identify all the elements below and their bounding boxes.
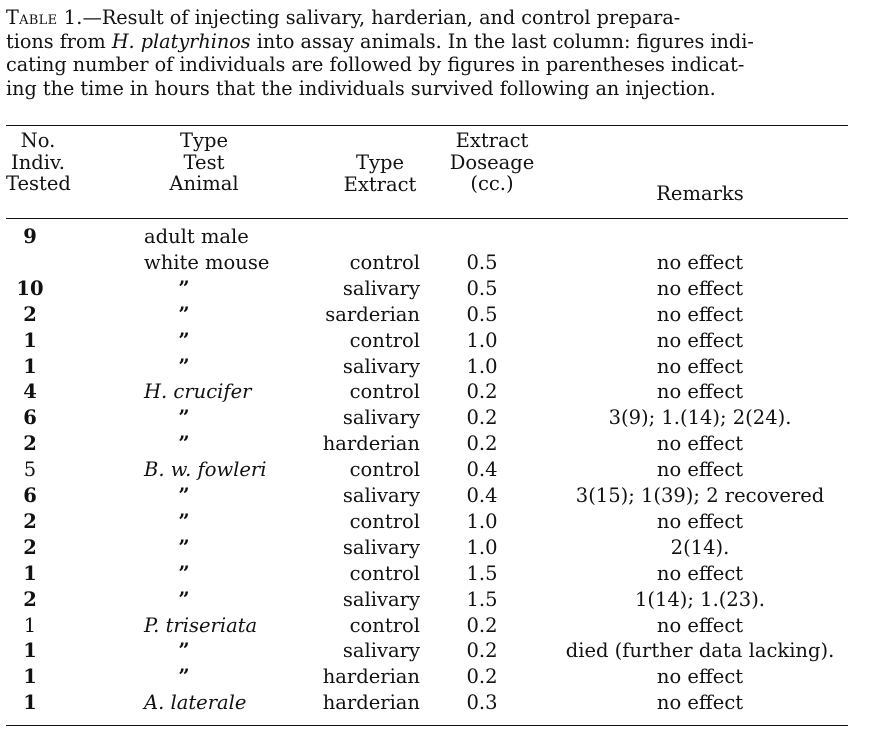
cell-extract-type: harderian xyxy=(322,665,420,689)
cell-test-animal: A. laterale xyxy=(144,691,247,715)
cell-test-animal: ” xyxy=(178,432,190,456)
cell-test-animal: adult male xyxy=(144,225,249,248)
table-row xyxy=(0,535,875,561)
cell-test-animal: B. w. fowleri xyxy=(144,458,267,482)
cell-no-indiv: 2 xyxy=(23,432,37,456)
cell-test-animal: ” xyxy=(178,509,190,533)
cell-test-animal: ” xyxy=(178,276,190,300)
table-row xyxy=(0,664,875,690)
cell-no-indiv: 5 xyxy=(23,458,37,482)
cell-doseage: 0.2 xyxy=(466,380,498,404)
cell-test-animal: ” xyxy=(178,587,190,611)
cell-no-indiv: 1 xyxy=(23,691,37,715)
header-type-extract: Type Extract xyxy=(343,151,417,196)
cell-remarks: no effect xyxy=(656,250,744,274)
cell-extract-type: sarderian xyxy=(325,302,420,326)
cell-doseage: 0.4 xyxy=(466,458,498,482)
cell-remarks: no effect xyxy=(656,613,744,637)
cell-no-indiv: 1 xyxy=(23,328,37,352)
cell-doseage: 0.2 xyxy=(466,639,498,663)
cell-remarks: no effect xyxy=(656,509,744,533)
cell-no-indiv: 2 xyxy=(23,535,37,559)
table-row xyxy=(0,587,875,613)
table-bottom-rule xyxy=(6,725,848,726)
header-rule xyxy=(6,218,848,219)
cell-test-animal: ” xyxy=(178,484,190,507)
table-row xyxy=(0,354,875,380)
cell-remarks: no effect xyxy=(656,691,744,715)
cell-extract-type: harderian xyxy=(322,432,420,456)
cell-doseage: 1.0 xyxy=(466,354,498,378)
cell-extract-type: salivary xyxy=(342,276,420,300)
table-row xyxy=(0,379,875,405)
cell-no-indiv: 4 xyxy=(23,380,37,404)
cell-remarks: no effect xyxy=(656,302,744,326)
cell-test-animal: ” xyxy=(178,406,190,430)
cell-test-animal: ” xyxy=(178,639,190,663)
cell-remarks: no effect xyxy=(656,354,744,378)
table-row xyxy=(0,483,875,509)
cell-test-animal: ” xyxy=(178,665,190,689)
cell-extract-type: harderian xyxy=(322,691,420,715)
cell-extract-type: salivary xyxy=(342,354,420,378)
cell-extract-type: salivary xyxy=(342,406,420,430)
table-row xyxy=(0,638,875,664)
cell-remarks: no effect xyxy=(656,665,744,689)
cell-extract-type: salivary xyxy=(342,587,420,611)
cell-remarks: 1(14); 1.(23). xyxy=(634,587,766,611)
cell-doseage: 0.2 xyxy=(466,432,498,456)
cell-test-animal: P. triseriata xyxy=(144,613,258,637)
table-row xyxy=(0,250,875,276)
table-row xyxy=(0,690,875,716)
cell-doseage: 1.0 xyxy=(466,328,498,352)
cell-remarks: no effect xyxy=(656,432,744,456)
table-row xyxy=(0,431,875,457)
header-remarks: Remarks xyxy=(656,182,744,205)
table-row xyxy=(0,224,875,250)
cell-test-animal: ” xyxy=(178,535,190,559)
cell-doseage: 0.5 xyxy=(466,276,498,300)
cell-extract-type: control xyxy=(349,613,420,637)
cell-no-indiv: 6 xyxy=(23,484,37,507)
header-type-test-animal: Type Test Animal xyxy=(169,129,239,195)
cell-no-indiv: 10 xyxy=(16,276,44,300)
table-row xyxy=(0,457,875,483)
table-row xyxy=(0,276,875,302)
cell-remarks: no effect xyxy=(656,328,744,352)
cell-extract-type: control xyxy=(349,458,420,482)
table-row xyxy=(0,509,875,535)
cell-doseage: 0.2 xyxy=(466,613,498,637)
cell-remarks: 3(15); 1(39); 2 recovered xyxy=(575,484,825,507)
cell-remarks: no effect xyxy=(656,561,744,585)
cell-doseage: 0.5 xyxy=(466,250,498,274)
cell-doseage: 0.4 xyxy=(466,484,498,507)
cell-no-indiv: 2 xyxy=(23,509,37,533)
cell-remarks: died (further data lacking). xyxy=(565,639,835,663)
cell-no-indiv: 6 xyxy=(23,406,37,430)
cell-extract-type: salivary xyxy=(342,535,420,559)
cell-extract-type: control xyxy=(349,250,420,274)
cell-extract-type: control xyxy=(349,509,420,533)
table-row xyxy=(0,613,875,639)
cell-test-animal: ” xyxy=(178,561,190,585)
species-name: H. platyrhinos xyxy=(111,29,251,53)
cell-no-indiv: 1 xyxy=(23,665,37,689)
cell-extract-type: control xyxy=(349,328,420,352)
header-extract-doseage: Extract Doseage (cc.) xyxy=(449,129,535,195)
cell-remarks: 2(14). xyxy=(670,535,730,559)
cell-test-animal: H. crucifer xyxy=(144,380,252,404)
cell-doseage: 0.3 xyxy=(466,691,498,715)
cell-no-indiv: 1 xyxy=(23,639,37,663)
cell-doseage: 1.0 xyxy=(466,535,498,559)
cell-test-animal: ” xyxy=(178,328,190,352)
cell-extract-type: control xyxy=(349,380,420,404)
header-no-indiv-tested: No. Indiv. Tested xyxy=(6,129,71,195)
cell-no-indiv: 1 xyxy=(23,561,37,585)
cell-extract-type: salivary xyxy=(342,639,420,663)
cell-test-animal: white mouse xyxy=(144,250,270,274)
cell-extract-type: salivary xyxy=(342,484,420,507)
cell-doseage: 0.2 xyxy=(466,406,498,430)
cell-doseage: 0.2 xyxy=(466,665,498,689)
table-label: Table 1. xyxy=(6,6,83,29)
cell-doseage: 1.5 xyxy=(466,587,498,611)
table-row xyxy=(0,561,875,587)
cell-test-animal: ” xyxy=(178,354,190,378)
cell-no-indiv: 1 xyxy=(23,354,37,378)
table-row xyxy=(0,302,875,328)
cell-test-animal: ” xyxy=(178,302,190,326)
cell-remarks: 3(9); 1.(14); 2(24). xyxy=(608,406,792,430)
cell-doseage: 1.0 xyxy=(466,509,498,533)
table-top-rule xyxy=(6,125,848,126)
cell-no-indiv: 1 xyxy=(23,613,37,637)
cell-extract-type: control xyxy=(349,561,420,585)
cell-remarks: no effect xyxy=(656,276,744,300)
cell-doseage: 0.5 xyxy=(466,302,498,326)
table-caption: Table 1.—Result of injecting salivary, harderian, and control prepara- tions from H. platyrhinos into assay animals. In the last column: figures indi- cating number of individuals are followed by figures in parentheses indicat- ing the time in hours that the individuals survived following an injection. xyxy=(6,6,754,100)
cell-remarks: no effect xyxy=(656,458,744,482)
table-row xyxy=(0,405,875,431)
cell-no-indiv: 9 xyxy=(23,225,37,248)
cell-remarks: no effect xyxy=(656,380,744,404)
cell-no-indiv: 2 xyxy=(23,302,37,326)
table-row xyxy=(0,328,875,354)
cell-no-indiv: 2 xyxy=(23,587,37,611)
cell-doseage: 1.5 xyxy=(466,561,498,585)
